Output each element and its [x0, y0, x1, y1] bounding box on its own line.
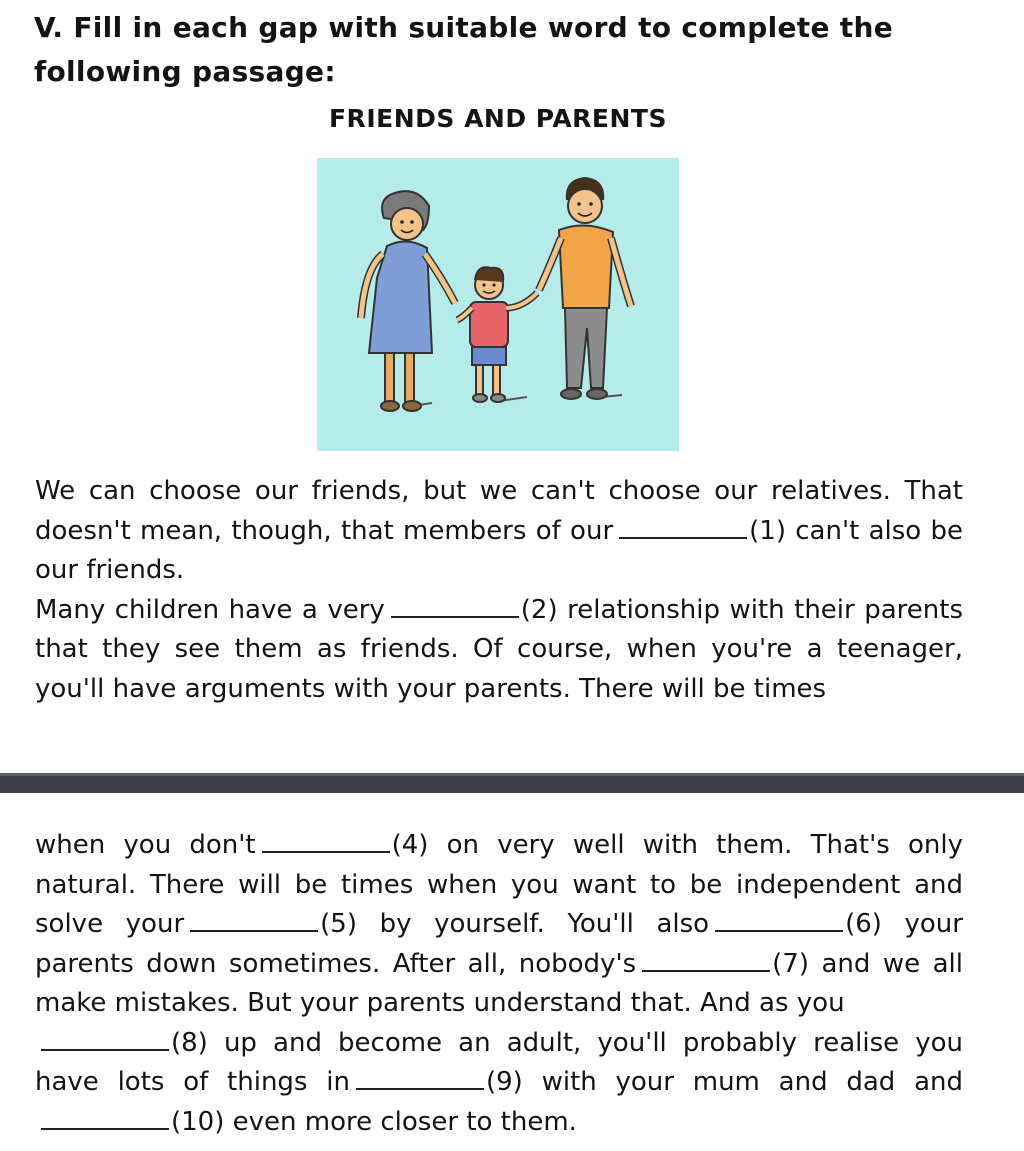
gap-4[interactable] [262, 827, 390, 853]
passage-paragraph: when you don't (4) on very well with them. That's only natural. There will be times when you want to be independent and solve your (5) by yourself. You'll also (6) your parents down sometimes. After all, nobody's (7) and we all make mistakes. But your parents understand that. And as you (8) up and become an adult, you'll probably realise you have lots of things in (9) with your mum and dad and(10) even more closer to them. [35, 826, 963, 1142]
passage-title: FRIENDS AND PARENTS [328, 104, 667, 133]
gap-7[interactable] [642, 946, 770, 972]
gap-6[interactable] [715, 906, 843, 932]
passage-part-2 [35, 826, 963, 1142]
passage-paragraph: We can choose our friends, but we can't choose our relatives. That doesn't mean, though, that members of our (1) can't also be our friends. [35, 476, 963, 585]
gap-9[interactable] [356, 1064, 484, 1090]
passage-part-1 [35, 472, 963, 709]
passage-paragraph: Many children have a very (2) relationship with their parents that they see them as friends. Of course, when you're a teenager, you'll have arguments with your parents. There will be times [35, 591, 963, 710]
page-separator [0, 773, 1024, 793]
gap-2[interactable] [391, 592, 519, 618]
gap-8[interactable] [41, 1025, 169, 1051]
gap-5[interactable] [190, 906, 318, 932]
gap-1[interactable] [619, 513, 747, 539]
exercise-heading: V. Fill in each gap with suitable word to complete the following passage: [34, 11, 894, 88]
family-illustration [317, 158, 679, 451]
gap-10[interactable] [41, 1104, 169, 1130]
